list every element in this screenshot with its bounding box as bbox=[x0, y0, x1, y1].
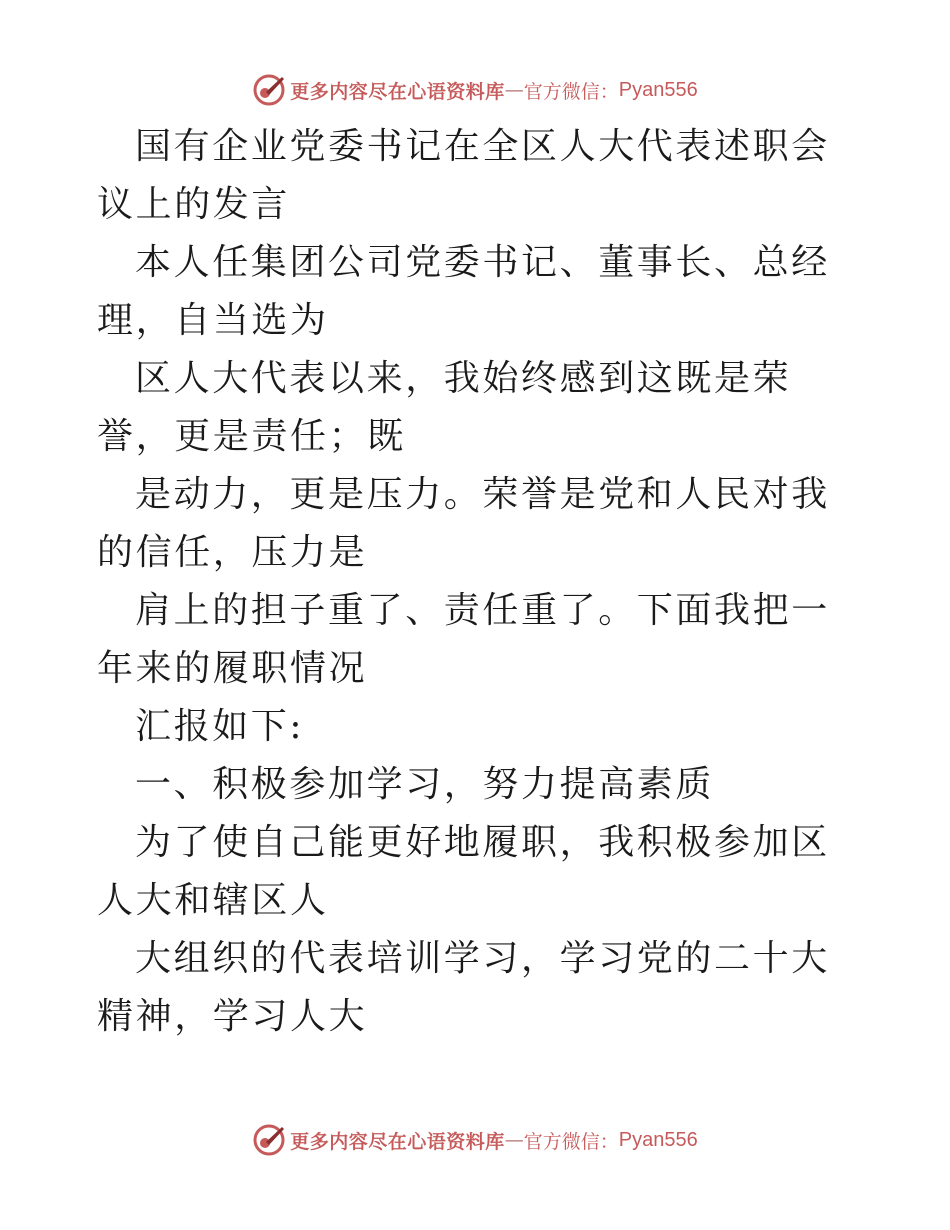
pen-logo-icon bbox=[252, 1123, 286, 1157]
banner-wechat-label: 官方微信： bbox=[523, 80, 619, 103]
paragraph: 本人任集团公司党委书记、董事长、总经理，自当选为 bbox=[97, 242, 830, 341]
paragraph: 是动力，更是压力。荣誉是党和人民对我的信任，压力是 bbox=[97, 474, 830, 573]
footer-banner bbox=[0, 1120, 950, 1160]
header-banner bbox=[0, 70, 950, 110]
paragraph: 肩上的担子重了、责任重了。下面我把一年来的履职情况 bbox=[97, 590, 830, 689]
banner-separator: — bbox=[504, 1129, 524, 1151]
paragraph-title: 国有企业党委书记在全区人大代表述职会议上的发言 bbox=[97, 126, 830, 225]
paragraph: 为了使自己能更好地履职，我积极参加区人大和辖区人 bbox=[97, 822, 830, 921]
pen-logo-icon bbox=[252, 73, 286, 107]
banner-site-text: 更多内容尽在心语资料库 bbox=[290, 1130, 505, 1153]
banner-wechat-id: Pyan556 bbox=[618, 78, 698, 101]
banner-separator: — bbox=[504, 79, 524, 101]
paragraph: 区人大代表以来，我始终感到这既是荣誉，更是责任；既 bbox=[97, 358, 792, 457]
banner-wechat-label: 官方微信： bbox=[523, 1130, 619, 1153]
banner-wechat-id: Pyan556 bbox=[618, 1128, 698, 1151]
paragraph: 汇报如下: bbox=[135, 706, 305, 747]
document-body bbox=[97, 118, 857, 1046]
paragraph: 大组织的代表培训学习，学习党的二十大精神，学习人大 bbox=[97, 938, 830, 1037]
banner-site-text: 更多内容尽在心语资料库 bbox=[290, 80, 505, 103]
section-heading: 一、积极参加学习，努力提高素质 bbox=[135, 764, 715, 805]
